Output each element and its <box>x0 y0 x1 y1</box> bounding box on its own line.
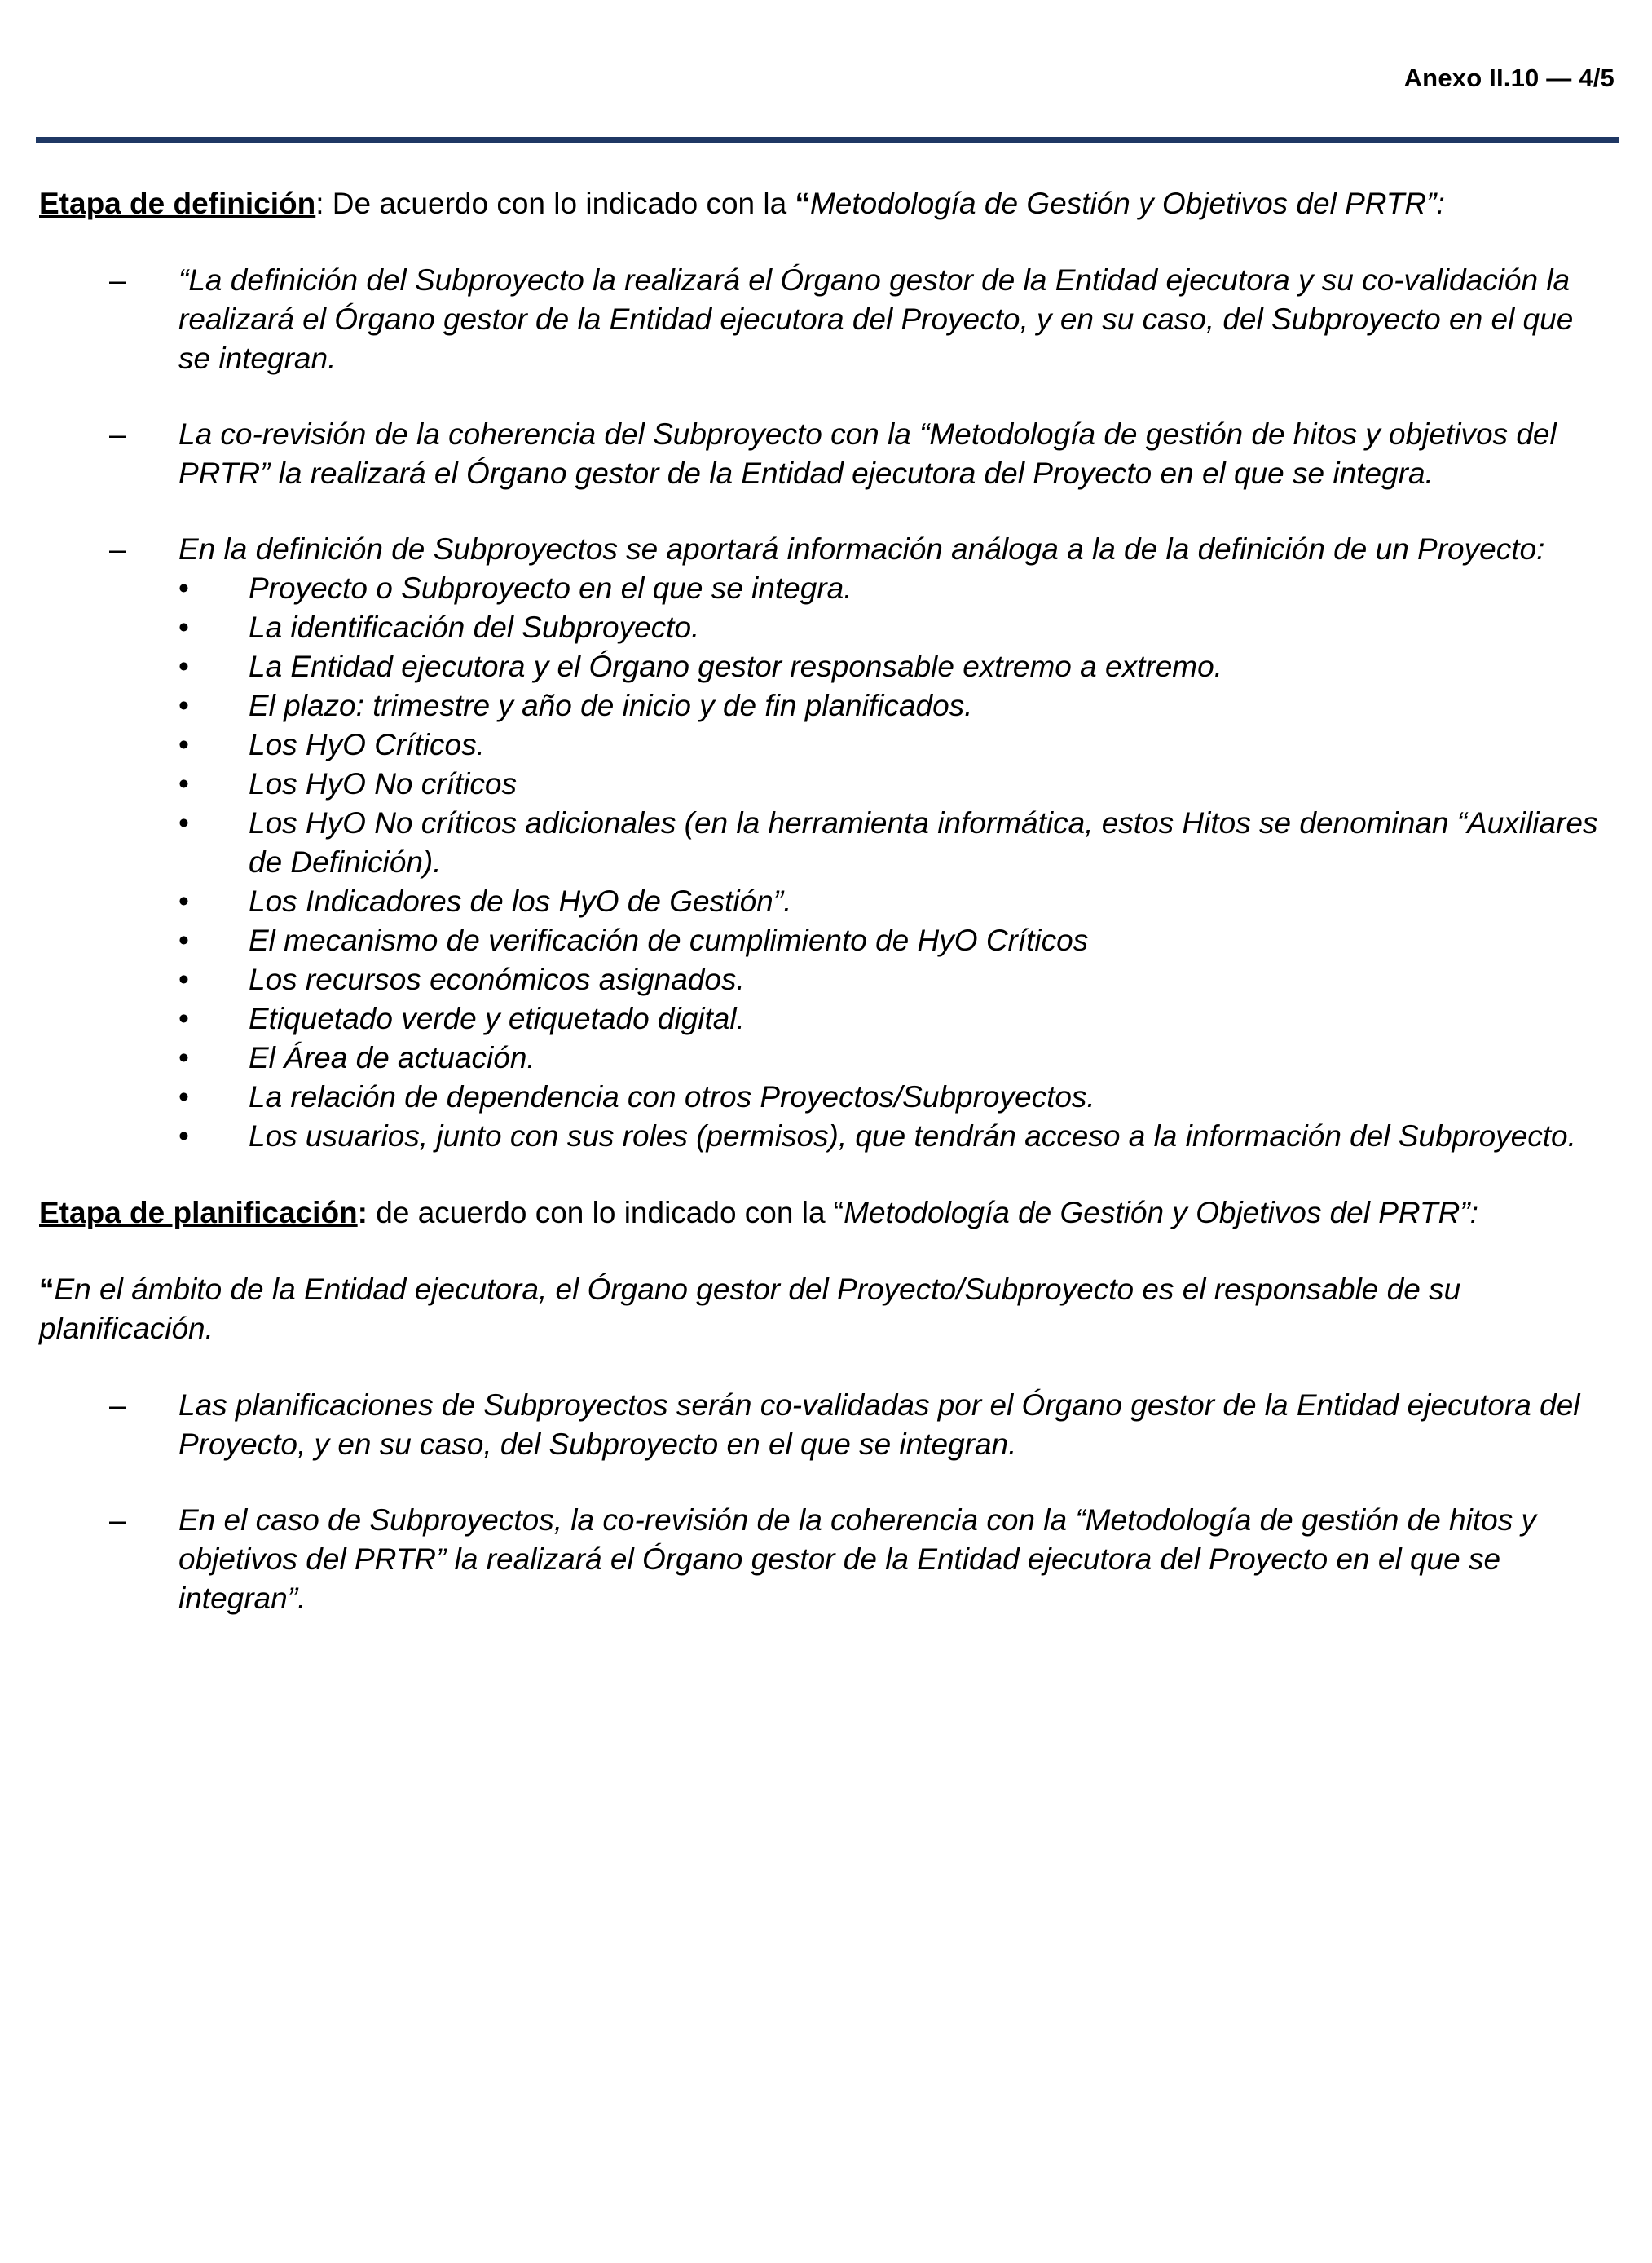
dash-marker: – <box>109 532 126 566</box>
list-item-text: La relación de dependencia con otros Proyectos/Subproyectos. <box>249 1080 1095 1114</box>
planning-heading: Etapa de planificación <box>39 1196 358 1229</box>
planning-methodology: Metodología de Gestión y Objetivos del PRTR”: <box>844 1196 1478 1229</box>
dash-marker: – <box>109 1388 126 1422</box>
list-item <box>39 569 1612 608</box>
definition-bullet-list <box>39 569 1612 1156</box>
definition-heading: Etapa de definición <box>39 187 316 220</box>
dash-marker: – <box>109 417 126 451</box>
list-item <box>39 647 1612 686</box>
bullet-icon: • <box>178 728 189 761</box>
bullet-icon: • <box>178 884 189 918</box>
list-item <box>39 726 1612 765</box>
definition-item-text: “La definición del Subproyecto la realizará el Órgano gestor de la Entidad ejecutora y su co-validación la realizará el Órgano gestor de la Entidad ejecutora del Proyecto, y en su caso, del Subproyecto en el que se integran. <box>178 263 1574 375</box>
planning-item-text: Las planificaciones de Subproyectos serán co-validadas por el Órgano gestor de la Entidad ejecutora del Proyecto, y en su caso, del Subproyecto en el que se integran. <box>178 1388 1580 1461</box>
planning-item-1 <box>39 1386 1612 1464</box>
dash-marker: – <box>109 263 126 297</box>
definition-item-text: En la definición de Subproyectos se aportará información análoga a la de la definición de un Proyecto: <box>178 532 1545 566</box>
bullet-icon: • <box>178 1080 189 1114</box>
list-item <box>39 1078 1612 1117</box>
list-item-text: Los recursos económicos asignados. <box>249 963 745 996</box>
definition-item-1 <box>39 261 1612 378</box>
list-item-text: Los Indicadores de los HyO de Gestión”. <box>249 884 792 918</box>
list-item <box>39 960 1612 999</box>
page-reference: Anexo II.10 — 4/5 <box>1403 64 1615 92</box>
definition-item-text: La co-revisión de la coherencia del Subproyecto con la “Metodología de gestión de hitos y objetivos del PRTR” la realizará el Órgano gestor de la Entidad ejecutora del Proyecto en el que se integra. <box>178 417 1557 490</box>
document-body <box>39 184 1612 1618</box>
bullet-icon: • <box>178 1119 189 1153</box>
list-item <box>39 804 1612 882</box>
list-item-text: La identificación del Subproyecto. <box>249 611 700 644</box>
header-rule <box>36 137 1619 143</box>
list-item-text: Los usuarios, junto con sus roles (permisos), que tendrán acceso a la información del Subproyecto. <box>249 1119 1576 1153</box>
definition-methodology: Metodología de Gestión y Objetivos del PRTR”: <box>809 187 1445 220</box>
bullet-icon: • <box>178 689 189 722</box>
planning-quote <box>39 1270 1612 1348</box>
bullet-icon: • <box>178 767 189 801</box>
planning-item-2 <box>39 1501 1612 1618</box>
definition-item-2 <box>39 415 1612 493</box>
list-item <box>39 921 1612 960</box>
list-item <box>39 882 1612 921</box>
bullet-icon: • <box>178 924 189 957</box>
planning-quote-mark: “ <box>39 1273 55 1306</box>
list-item <box>39 686 1612 726</box>
bullet-icon: • <box>178 1041 189 1074</box>
bullet-icon: • <box>178 611 189 644</box>
list-item-text: El Área de actuación. <box>249 1041 535 1074</box>
bullet-icon: • <box>178 963 189 996</box>
list-item <box>39 608 1612 647</box>
planning-colon: : <box>357 1196 368 1229</box>
bullet-icon: • <box>178 1002 189 1035</box>
bullet-icon: • <box>178 650 189 683</box>
list-item <box>39 1039 1612 1078</box>
list-item-text: El mecanismo de verificación de cumplimiento de HyO Críticos <box>249 924 1089 957</box>
definition-open-quote: “ <box>795 187 810 220</box>
definition-intro-text: : De acuerdo con lo indicado con la <box>315 187 795 220</box>
list-item-text: Los HyO No críticos <box>249 767 517 801</box>
list-item-text: Etiquetado verde y etiquetado digital. <box>249 1002 745 1035</box>
definition-intro <box>39 184 1612 223</box>
dash-marker: – <box>109 1503 126 1537</box>
planning-intro <box>39 1193 1612 1233</box>
planning-intro-text: de acuerdo con lo indicado con la “ <box>367 1196 844 1229</box>
list-item <box>39 1117 1612 1156</box>
definition-item-3 <box>39 530 1612 569</box>
list-item <box>39 999 1612 1039</box>
planning-item-text: En el caso de Subproyectos, la co-revisión de la coherencia con la “Metodología de gestión de hitos y objetivos del PRTR” la realizará el Órgano gestor de la Entidad ejecutora del Proyecto en el que se integran”. <box>178 1503 1536 1615</box>
list-item-text: La Entidad ejecutora y el Órgano gestor responsable extremo a extremo. <box>249 650 1222 683</box>
list-item-text: Proyecto o Subproyecto en el que se integra. <box>249 571 852 605</box>
bullet-icon: • <box>178 806 189 840</box>
list-item-text: Los HyO Críticos. <box>249 728 485 761</box>
list-item <box>39 765 1612 804</box>
list-item-text: Los HyO No críticos adicionales (en la herramienta informática, estos Hitos se denominan “Auxiliares de Definición). <box>249 806 1598 879</box>
planning-quote-text: En el ámbito de la Entidad ejecutora, el Órgano gestor del Proyecto/Subproyecto es el responsable de su planificación. <box>39 1273 1461 1345</box>
bullet-icon: • <box>178 571 189 605</box>
list-item-text: El plazo: trimestre y año de inicio y de fin planificados. <box>249 689 973 722</box>
